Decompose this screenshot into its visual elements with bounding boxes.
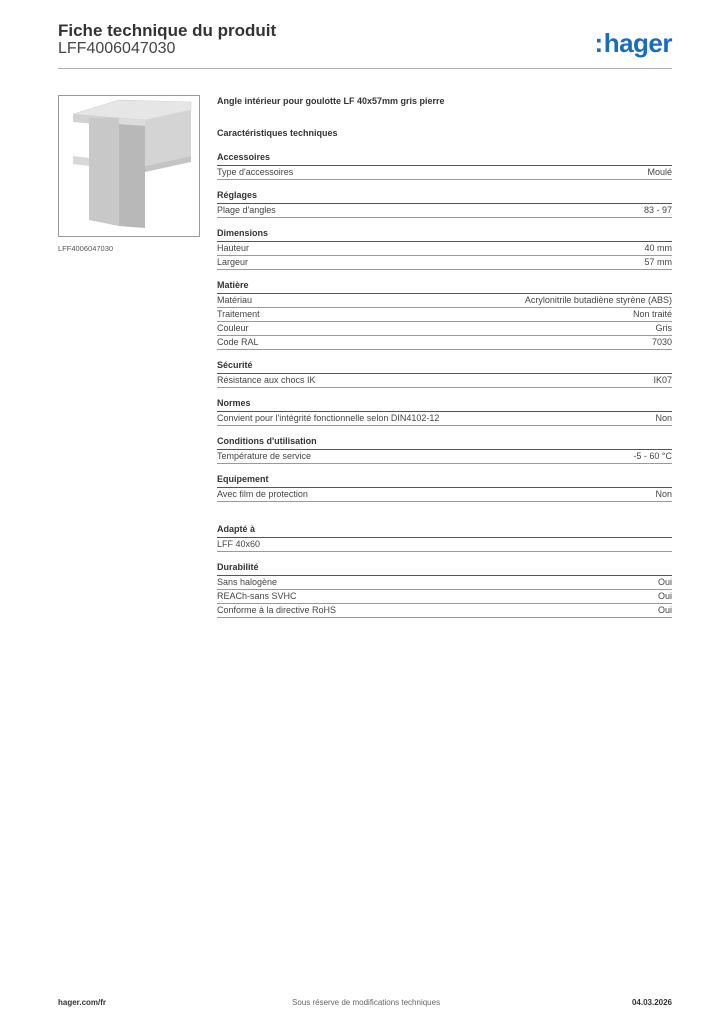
spec-value: Gris [655,323,672,333]
spec-label: Sans halogène [217,577,278,587]
tech-heading: Caractéristiques techniques [217,128,338,138]
spec-section [217,280,672,350]
spec-row [217,256,672,270]
spec-row [217,294,672,308]
spec-value: Acrylonitrile butadiène styrène (ABS) [524,295,672,305]
spec-row [217,336,672,350]
spec-value: Oui [657,591,672,601]
spec-label: Plage d'angles [217,205,276,215]
spec-value: Non [655,413,672,423]
spec-value: Non traité [632,309,672,319]
section-durability [217,562,672,618]
spec-row [217,576,672,590]
footer-notice: Sous réserve de modifications techniques [292,998,441,1007]
spec-section [217,436,672,464]
spec-label: Convient pour l'intégrité fonctionnelle selon DIN4102-12 [217,413,440,423]
spec-section [217,152,672,180]
spec-value: Oui [657,605,672,615]
spec-section [217,474,672,502]
document-title: Fiche technique du produit [58,21,277,40]
product-illustration [59,96,199,236]
section-title: Conditions d'utilisation [217,436,672,450]
image-caption: LFF4006047030 [58,244,114,253]
spec-section [217,360,672,388]
spec-value: Non [655,489,672,499]
spec-row [217,604,672,618]
header-divider [58,68,672,69]
spec-content [217,96,672,628]
footer-website[interactable]: hager.com/fr [58,998,107,1007]
spec-label: LFF 40x60 [217,539,261,549]
footer-date: 04.03.2026 [631,998,672,1007]
spec-value: 7030 [651,337,672,347]
spec-row [217,450,672,464]
spec-sections [217,152,672,502]
spec-label: Code RAL [217,337,259,347]
section-title: Sécurité [217,360,672,374]
spec-label: Couleur [217,323,249,333]
product-name: Angle intérieur pour goulotte LF 40x57mm gris pierre [217,96,445,106]
spec-row [217,538,672,552]
spec-label: Hauteur [217,243,250,253]
section-title: Normes [217,398,672,412]
logo-text: hager [603,28,672,58]
section-title: Matière [217,280,672,294]
spec-row [217,242,672,256]
spec-label: Type d'accessoires [217,167,294,177]
spec-section [217,398,672,426]
spec-label: Matériau [217,295,253,305]
spec-value: 83 - 97 [643,205,672,215]
spec-row [217,412,672,426]
section-title: Equipement [217,474,672,488]
spec-label: Température de service [217,451,312,461]
spec-row [217,204,672,218]
spec-label: Résistance aux chocs IK [217,375,316,385]
spec-label: Avec film de protection [217,489,308,499]
spec-label: Traitement [217,309,260,319]
spec-value: Moulé [647,167,672,177]
spec-row [217,308,672,322]
spec-section [217,190,672,218]
product-code: LFF4006047030 [58,40,176,57]
spec-row [217,590,672,604]
spec-section [217,228,672,270]
spec-row [217,374,672,388]
spec-row [217,322,672,336]
spec-label: REACh-sans SVHC [217,591,297,601]
spec-value: Oui [657,577,672,587]
spec-value: 57 mm [644,257,672,267]
spec-row [217,166,672,180]
spec-row [217,488,672,502]
section-adapted [217,524,672,552]
spec-label: Conforme à la directive RoHS [217,605,337,615]
spec-value: IK07 [653,375,672,385]
spec-value: -5 - 60 °C [633,451,672,461]
spec-label: Largeur [217,257,249,267]
section-title: Adapté à [217,524,672,538]
section-title: Accessoires [217,152,672,166]
spec-value: 40 mm [644,243,672,253]
section-title: Durabilité [217,562,672,576]
section-title: Réglages [217,190,672,204]
hager-logo[interactable]: :hager [594,28,672,58]
product-image [58,95,200,237]
section-title: Dimensions [217,228,672,242]
